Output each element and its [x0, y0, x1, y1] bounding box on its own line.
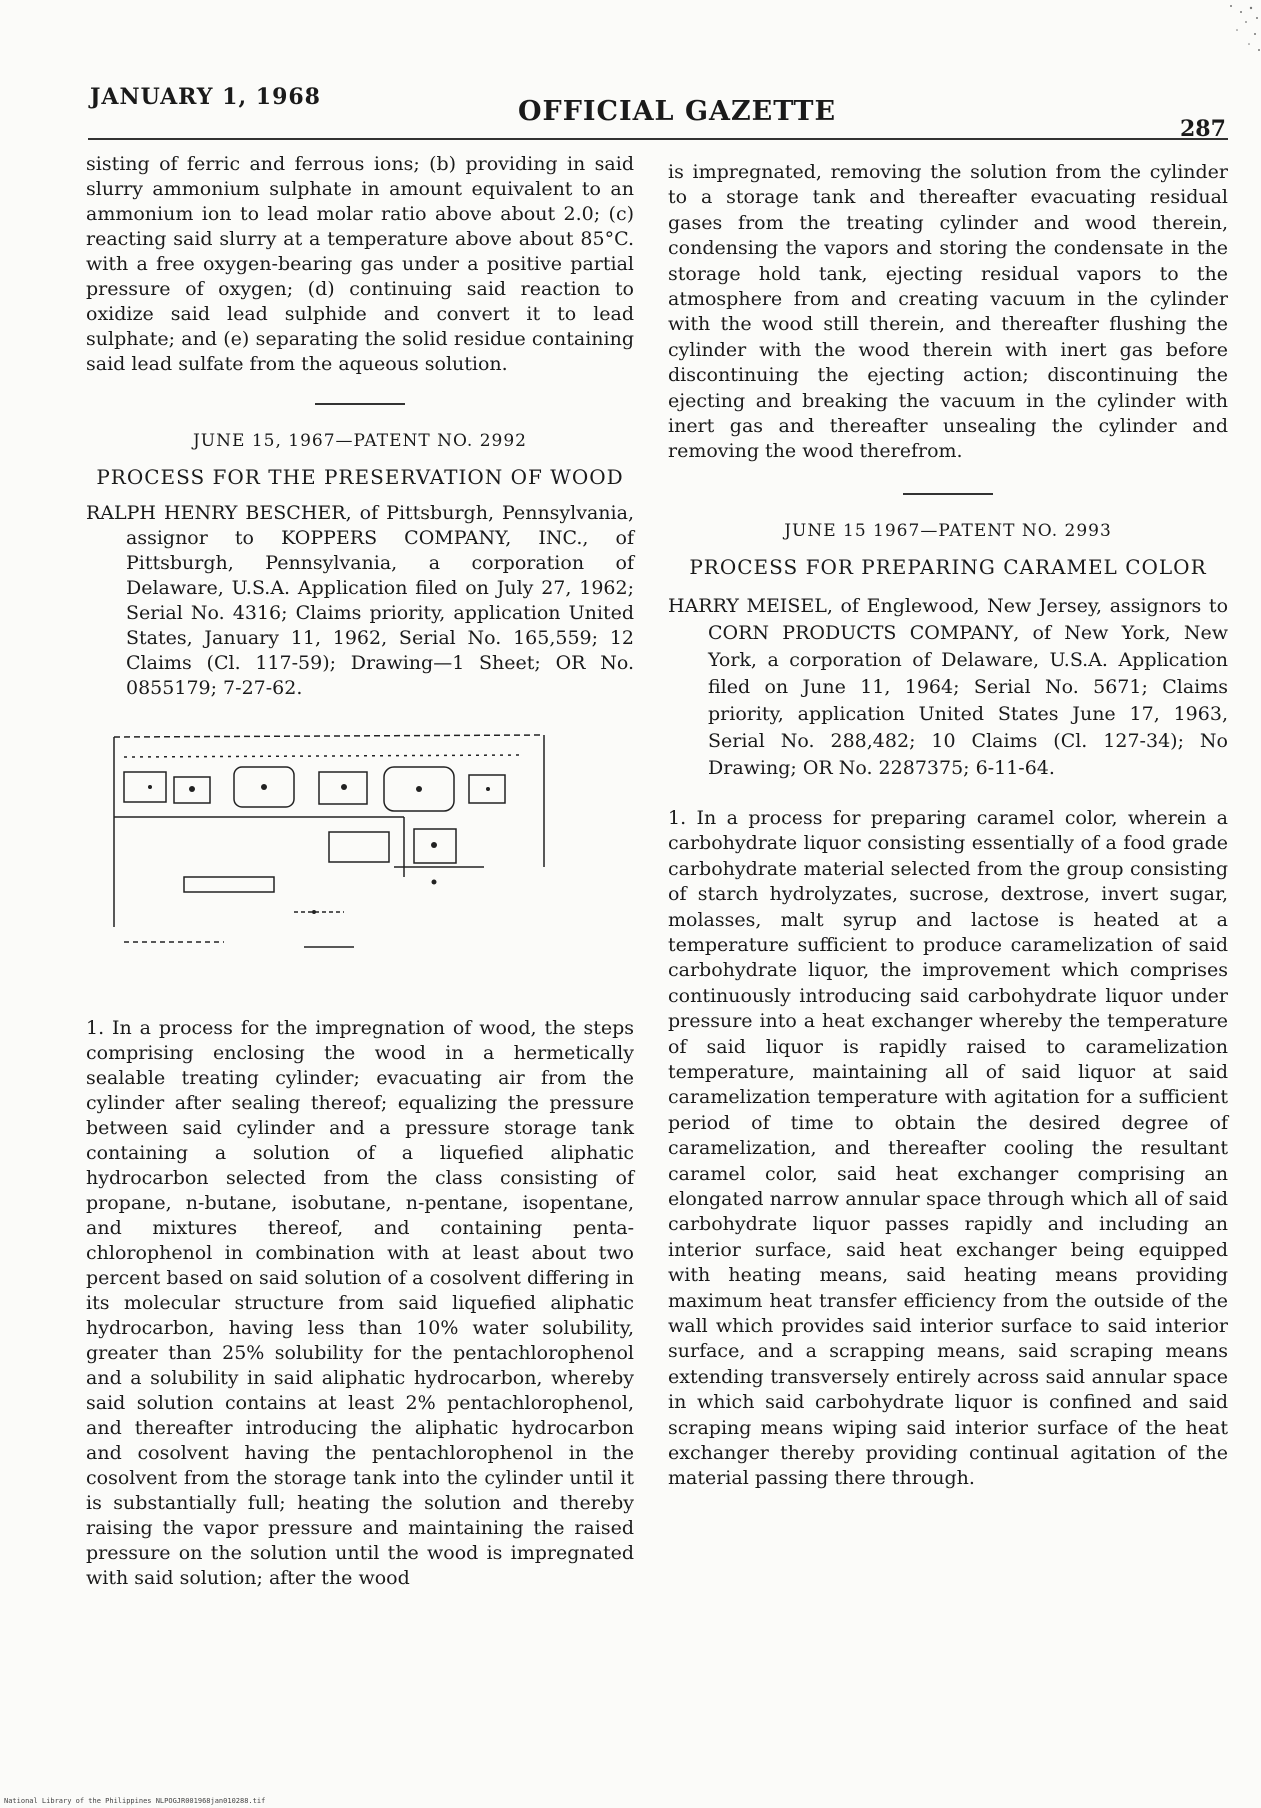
- left-column: [86, 152, 634, 1591]
- right-column: [668, 160, 1228, 1492]
- gazette-date: JANUARY 1, 1968: [90, 84, 321, 110]
- assignee-name: CORN PRODUCTS COMPANY: [708, 621, 1014, 644]
- page-number: 287: [1180, 116, 1226, 142]
- patent-claim-text: 1. In a process for preparing caramel color, wherein a carbohydrate liquor consisting essentially of a food grade carbohydrate material selected from the group consisting of starch hydrolyzates, sucrose, dextrose, invert sugar, molasses, malt syrup and lactose is heated at a temperature sufficient to produce caramelization of said carbohydrate liquor, the improvement which comprises continuously introducing said carbohydrate liquor under pressure into a heat exchanger whereby the temperature of said liquor is rapidly raised to caramelization temperature, maintaining all of said liquor at said caramelization temperature with agitation for a sufficient period of time to obtain the desired degree of caramelization, and thereafter cooling the resultant caramel color, said heat exchanger comprising an elongated narrow annular space through which all of said carbohydrate liquor passes rapidly and including an interior surface, said heat exchanger being equipped with heating means, said heating means providing maximum heat transfer efficiency from the outside of the wall which provides said interior surface to said interior surface, and a scrapping means, said scraping means extending transversely entirely across said annular space in which said carbohydrate liquor is confined and said scraping means wiping said interior surface of the heat exchanger thereby providing continual agitation of the material passing there through.: [668, 806, 1228, 1490]
- patent-line: JUNE 15 1967—PATENT NO. 2993: [784, 520, 1112, 541]
- application-details: , of Pittsburgh, Pennsylvania, a corporation of Delaware, U.S.A. Application filed on July 27, 1962; Serial No. 4316; Claims priority, application United States, January 11, 1962, Serial No. 165,559; 12 Claims (Cl. 117-59); Drawing—1 Sheet; OR No. 0855179; 7-27-62.: [126, 527, 634, 699]
- patent-inventor-block: [86, 501, 634, 701]
- header-rule: [88, 138, 1228, 140]
- patent-title: PROCESS FOR THE PRESERVATION OF WOOD: [96, 465, 624, 489]
- right-continuation-text: is impregnated, removing the solution from the cylinder to a storage tank and thereafter evacuating residual gases from the treating cylinder and wood therein, condensing the vapors and storing the condensate in the storage hold tank, ejecting residual vapors to the atmosphere from and creating vacuum in the cylinder with the wood still therein, and thereafter flushing the cylinder with the wood therein with inert gas before discontinuing the ejecting action; discontinuing the ejecting and breaking the vacuum in the cylinder with inert gas and thereafter unsealing the cylinder and removing the wood therefrom.: [668, 161, 1228, 463]
- inventor-name: RALPH HENRY BESCHER: [86, 502, 346, 524]
- inventor-text: , of Pittsburgh, Pennsylvania, assignor to: [126, 502, 634, 549]
- gazette-title: OFFICIAL GAZETTE: [518, 96, 837, 127]
- left-continuation-text: sisting of ferric and ferrous ions; (b) providing in said slurry ammonium sulphate in amount equivalent to an ammonium ion to lead molar ratio above about 2.0; (c) reacting said slurry at a temperature above about 85°C. with a free oxygen-bearing gas under a positive partial pressure of oxygen; (d) continuing said reaction to oxidize said lead sulphide and convert it to lead sulphate; and (e) separating the solid residue containing said lead sulfate from the aqueous solution.: [86, 153, 634, 375]
- patent-claim-text: 1. In a process for the impregnation of wood, the steps comprising enclosing the wood in a hermetically sealable treating cylinder; evacuating air from the cylinder after sealing thereof; equalizing the pressure between said cylinder and a pressure storage tank containing a solution of a liquefied aliphatic hydrocarbon selected from the class consisting of propane, n-butane, isobutane, n-pentane, isopentane, and mixtures thereof, and containing penta-chlorophenol in combination with at least about two percent based on said solution of a cosolvent differing in its molecular structure from said liquefied aliphatic hydrocarbon, having less than 10% water solubility, greater than 25% solubility for the pentachlorophenol and a solubility in said aliphatic hydrocarbon, whereby said solution contains at least 2% pentachlorophenol, and thereafter introducing the aliphatic hydrocarbon and cosolvent having the pentachlorophenol in the cosolvent from the storage tank into the cylinder until it is substantially full; heating the solution and thereby raising the vapor pressure and maintaining the raised pressure on the solution until the wood is impregnated with said solution; after the wood: [86, 1017, 634, 1589]
- inventor-name: HARRY MEISEL: [668, 594, 827, 617]
- scan-footer: National Library of the Philippines NLPOGJR001968jan010288.tif: [4, 1797, 266, 1805]
- application-details: , of New York, New York, a corporation of Delaware, U.S.A. Application filed on June 11, 1964; Serial No. 5671; Claims priority, application United States June 17, 1963, Serial No. 288,482; 10 Claims (Cl. 127-34); No Drawing; OR No. 2287375; 6-11-64.: [708, 621, 1229, 779]
- patent-inventor-block: [668, 593, 1228, 782]
- assignee-name: KOPPERS COMPANY, INC.: [281, 527, 583, 549]
- scan-noise: [1171, 0, 1261, 60]
- patent-drawing: [104, 717, 626, 972]
- patent-title: PROCESS FOR PREPARING CARAMEL COLOR: [689, 554, 1207, 579]
- patent-line: JUNE 15, 1967—PATENT NO. 2992: [192, 431, 527, 451]
- inventor-text: , of Englewood, New Jersey, assignors to: [826, 594, 1229, 617]
